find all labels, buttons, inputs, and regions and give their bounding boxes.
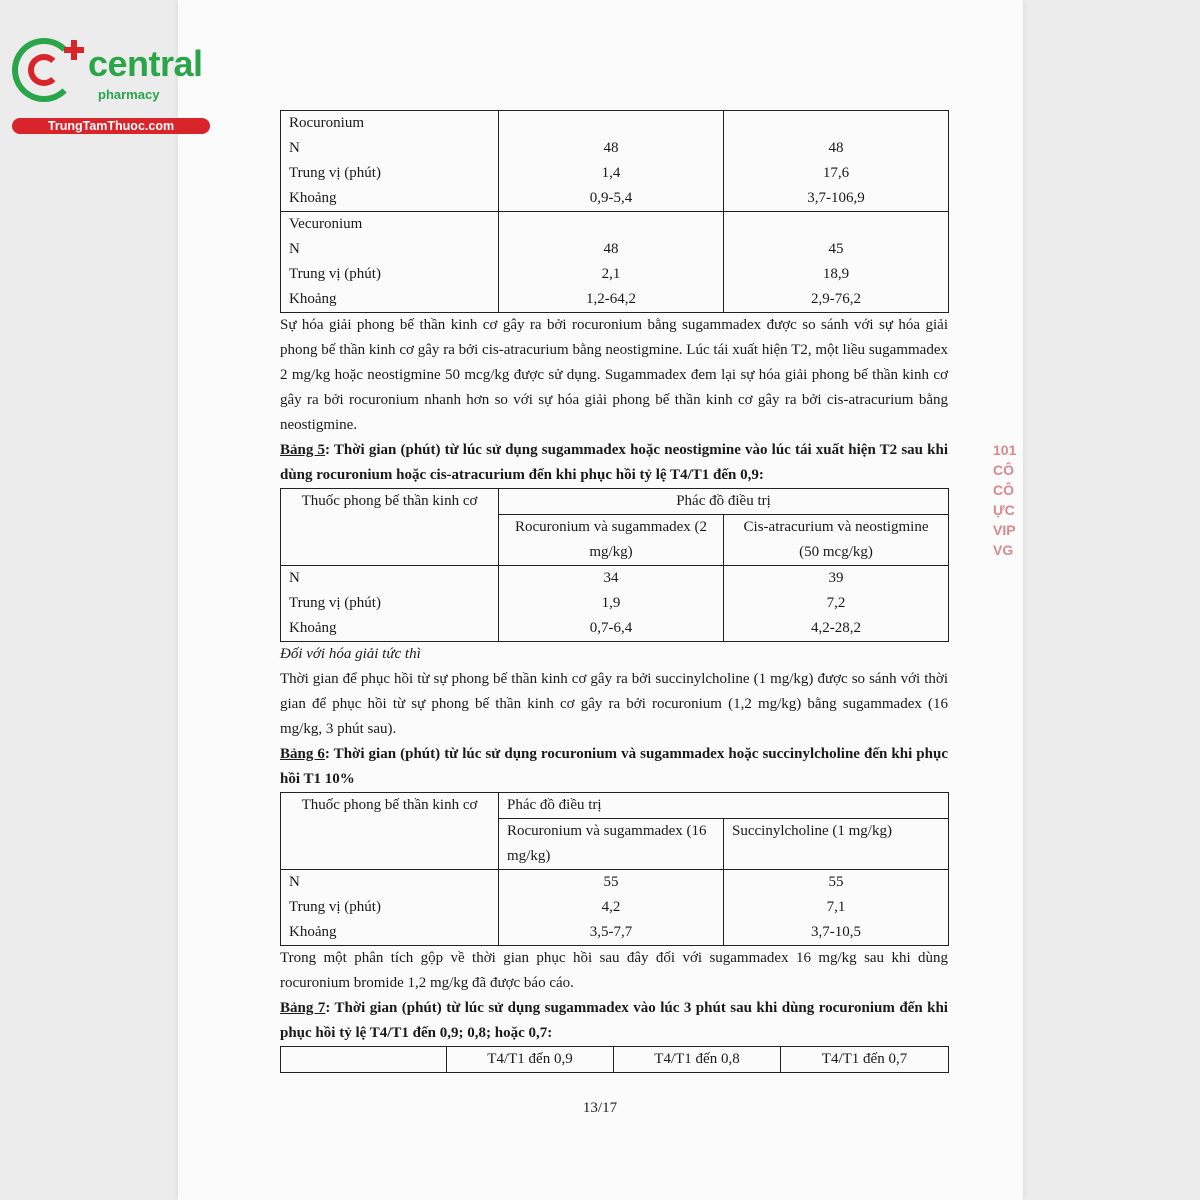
stamp-line: VG	[993, 542, 1014, 558]
row-label: N	[289, 570, 300, 586]
table6	[280, 792, 949, 946]
table-cell	[499, 870, 724, 946]
table-header-col1: Rocuronium và sugammadex (16 mg/kg)	[499, 819, 724, 870]
row-label: N	[289, 874, 300, 890]
cell-value: 4,2-28,2	[811, 620, 861, 636]
cell-value: 34	[603, 570, 619, 586]
drug-name: Vecuronium	[289, 216, 363, 232]
table-row	[281, 111, 949, 212]
table-header-ratio-08: T4/T1 đến 0,8	[614, 1047, 781, 1073]
row-label: Trung vị (phút)	[289, 165, 381, 181]
row-label: Khoảng	[289, 291, 337, 307]
row-label: Trung vị (phút)	[289, 595, 381, 611]
table-cell	[724, 566, 949, 642]
page-number: 13/17	[582, 1100, 618, 1116]
cell-value: 1,9	[601, 595, 621, 611]
paragraph-comparison: Sự hóa giải phong bế thần kinh cơ gây ra bởi rocuronium bằng sugammadex được so sánh với sự hóa giải phong bế thần kinh cơ gây ra bởi cis-atracurium bằng neostigmine. Lúc tái xuất hiện T2, một liều sugammadex 2 mg/kg hoặc neostigmine 50 mcg/kg được sử dụng. Sugammadex đem lại sự hóa giải phong bế thần kinh cơ gây ra bởi rocuronium nhanh hơn so với sự hóa giải phong bế thần kinh cơ gây ra bởi cis-atracurium bằng neostigmine.	[280, 317, 948, 433]
cell-value: 0,7-6,4	[589, 620, 633, 636]
brand-sub: pharmacy	[98, 87, 160, 102]
drug-name: Rocuronium	[289, 115, 364, 131]
stamp-line: VIP	[993, 522, 1016, 538]
cell-value: 48	[828, 140, 844, 156]
row-label: Trung vị (phút)	[289, 266, 381, 282]
cell-value: 39	[828, 570, 844, 586]
table-cell	[281, 111, 499, 212]
table-top-continued	[280, 110, 949, 313]
row-label: Khoảng	[289, 924, 337, 940]
table-cell	[499, 212, 724, 313]
table-header-col2: Cis-atracurium và neostigmine (50 mcg/kg)	[724, 515, 949, 566]
cell-value: 1,2-64,2	[586, 291, 636, 307]
cell-value: 55	[828, 874, 844, 890]
cell-value: 45	[828, 241, 844, 257]
table-row	[281, 793, 949, 819]
table-header-col1: Rocuronium và sugammadex (2 mg/kg)	[499, 515, 724, 566]
table-cell	[281, 212, 499, 313]
stamp-line: CÔ	[993, 482, 1014, 498]
cell-value: 3,5-7,7	[589, 924, 633, 940]
row-label: N	[289, 241, 300, 257]
table-row	[281, 489, 949, 515]
table7-caption	[280, 996, 948, 1046]
medical-cross-icon	[62, 38, 86, 62]
brand-name: central	[88, 43, 203, 84]
table-cell	[724, 870, 949, 946]
brand-site-link[interactable]: TrungTamThuoc.com	[12, 118, 210, 134]
table6-caption-text: : Thời gian (phút) từ lúc sử dụng rocuronium và sugammadex hoặc succinylcholine đến khi phục hồi T1 10%	[280, 746, 948, 787]
table-header-col2: Succinylcholine (1 mg/kg)	[724, 819, 949, 870]
table5-label: Bảng 5	[280, 442, 325, 458]
brand-logo[interactable]	[12, 38, 212, 138]
cell-value: 3,7-106,9	[807, 190, 865, 206]
table-header-regimen: Phác đồ điều trị	[499, 489, 949, 515]
cell-value: 4,2	[601, 899, 621, 915]
table-header-drug: Thuốc phong bế thần kinh cơ	[281, 489, 499, 566]
table-row	[281, 1047, 949, 1073]
table7-label: Bảng 7	[280, 1000, 326, 1016]
cell-value: 7,1	[826, 899, 846, 915]
table7	[280, 1046, 949, 1073]
cell-value: 2,1	[601, 266, 621, 282]
table-cell	[281, 870, 499, 946]
table-header-ratio-09: T4/T1 đến 0,9	[447, 1047, 614, 1073]
table-cell-empty	[281, 1047, 447, 1073]
cell-value: 3,7-10,5	[811, 924, 861, 940]
table-cell	[724, 212, 949, 313]
red-stamp-watermark	[985, 440, 1023, 600]
table-header-ratio-07: T4/T1 đến 0,7	[781, 1047, 949, 1073]
table-header-drug: Thuốc phong bế thần kinh cơ	[281, 793, 499, 870]
stamp-line: ỰC	[993, 502, 1015, 518]
table-row	[281, 212, 949, 313]
table6-label: Bảng 6	[280, 746, 325, 762]
table6-caption	[280, 742, 948, 792]
table-cell	[499, 566, 724, 642]
table5	[280, 488, 949, 642]
cell-value: 48	[603, 241, 619, 257]
row-label: N	[289, 140, 300, 156]
cell-value: 48	[603, 140, 619, 156]
table5-caption	[280, 438, 948, 488]
table-cell	[499, 111, 724, 212]
cell-value: 55	[603, 874, 619, 890]
row-label: Khoảng	[289, 620, 337, 636]
cell-value: 1,4	[601, 165, 621, 181]
logo-inner-ring-icon	[28, 54, 60, 86]
table-cell	[281, 566, 499, 642]
table-row	[281, 566, 949, 642]
paragraph-meta-analysis: Trong một phân tích gộp về thời gian phục hồi sau đây đối với sugammadex 16 mg/kg sau khi dùng rocuronium bromide 1,2 mg/kg đã được báo cáo.	[280, 950, 948, 991]
subheading-immediate-reversal: Đối với hóa giải tức thì	[280, 646, 421, 662]
cell-value: 18,9	[822, 266, 850, 282]
paragraph-succinylcholine: Thời gian để phục hồi từ sự phong bế thần kinh cơ gây ra bởi succinylcholine (1 mg/kg) được so sánh với thời gian để phục hồi từ sự phong bế thần kinh cơ gây ra bởi rocuronium (1,2 mg/kg) bằng sugammadex (16 mg/kg, 3 phút sau).	[280, 671, 948, 737]
table-header-regimen: Phác đồ điều trị	[499, 793, 949, 819]
table-cell	[724, 111, 949, 212]
cell-value: 17,6	[822, 165, 850, 181]
row-label: Khoảng	[289, 190, 337, 206]
cell-value: 2,9-76,2	[811, 291, 861, 307]
table7-caption-text: : Thời gian (phút) từ lúc sử dụng sugammadex vào lúc 3 phút sau khi dùng rocuronium đến khi phục hồi tỷ lệ T4/T1 đến 0,9; 0,8; hoặc 0,7:	[280, 1000, 948, 1041]
stamp-line: 101	[993, 442, 1017, 458]
table5-caption-text: : Thời gian (phút) từ lúc sử dụng sugammadex hoặc neostigmine vào lúc tái xuất hiện T2 sau khi dùng rocuronium hoặc cis-atracurium đến khi phục hồi tỷ lệ T4/T1 đến 0,9:	[280, 442, 948, 483]
cell-value: 0,9-5,4	[589, 190, 633, 206]
row-label: Trung vị (phút)	[289, 899, 381, 915]
cell-value: 7,2	[826, 595, 846, 611]
table-row	[281, 870, 949, 946]
document-content	[280, 110, 948, 1073]
stamp-line: CÔ	[993, 462, 1014, 478]
